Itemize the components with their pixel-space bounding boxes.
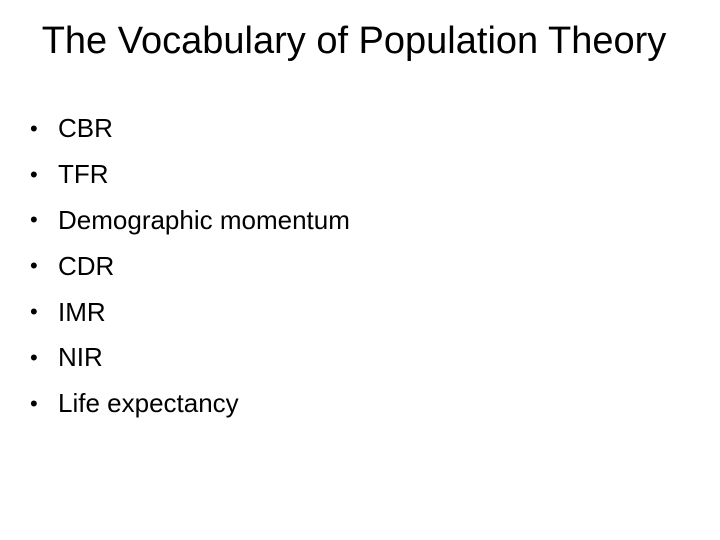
list-item-label: Life expectancy — [58, 388, 239, 419]
bullet-icon: • — [30, 115, 38, 141]
list-item-label: CDR — [58, 250, 115, 281]
bullet-icon: • — [30, 299, 38, 325]
list-item — [30, 152, 350, 198]
list-item — [30, 106, 350, 152]
bullet-list — [30, 106, 350, 427]
list-item-label: Demographic momentum — [58, 204, 350, 235]
list-item — [30, 198, 350, 244]
bullet-icon: • — [30, 344, 38, 370]
list-item — [30, 381, 350, 427]
slide-title: The Vocabulary of Population Theory — [41, 20, 667, 62]
bullet-icon: • — [30, 390, 38, 416]
bullet-icon: • — [30, 253, 38, 279]
list-item-label: CBR — [58, 113, 113, 144]
list-item — [30, 243, 350, 289]
list-item-label: IMR — [58, 296, 106, 327]
bullet-icon: • — [30, 161, 38, 187]
list-item-label: TFR — [58, 159, 109, 190]
list-item — [30, 335, 350, 381]
list-item — [30, 289, 350, 335]
list-item-label: NIR — [58, 342, 103, 373]
bullet-icon: • — [30, 207, 38, 233]
